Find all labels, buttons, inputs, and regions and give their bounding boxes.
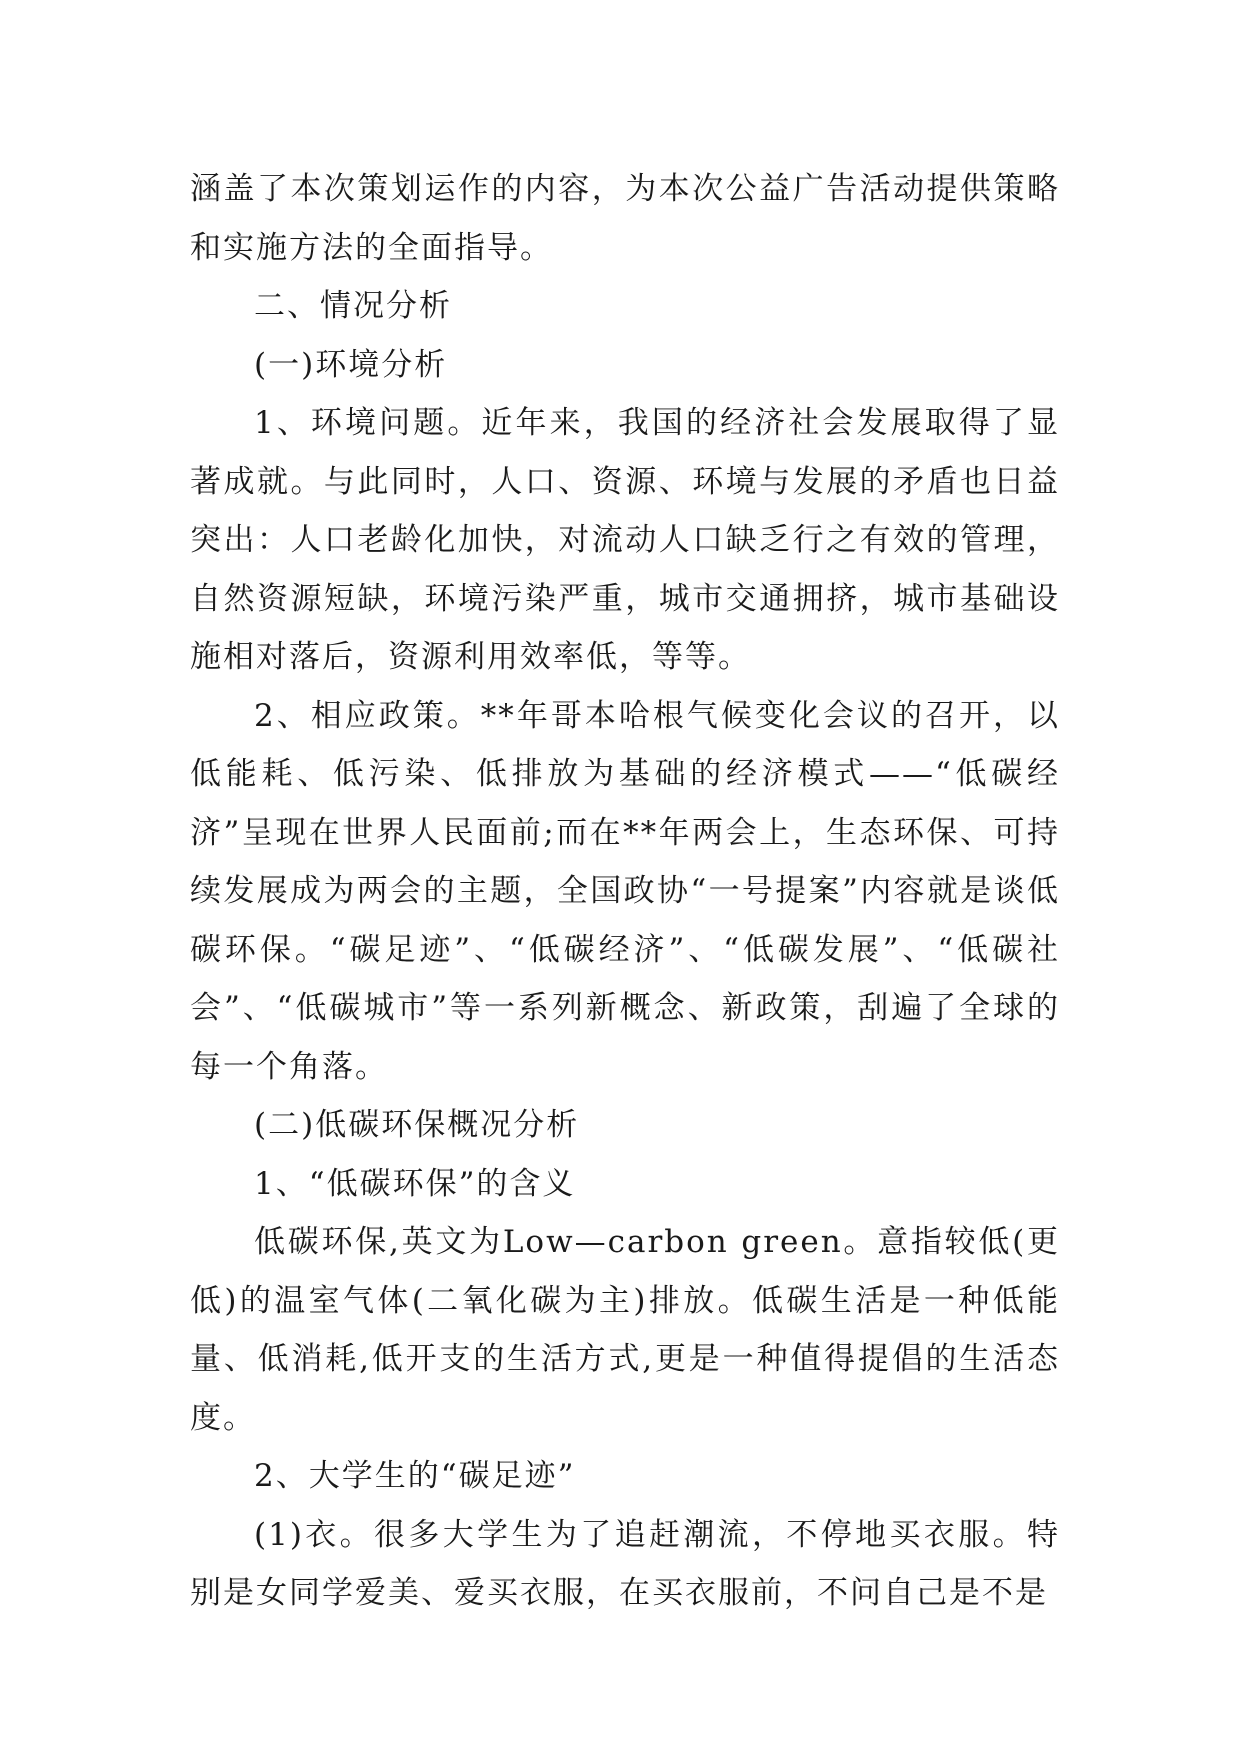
item-heading-student-carbon-footprint: 2、大学生的“碳足迹” <box>254 1458 576 1494</box>
subsection-heading-environment-analysis: (一)环境分析 <box>254 346 448 383</box>
section-heading-situation-analysis: 二、情况分析 <box>254 288 452 324</box>
paragraph-continuation: 涵盖了本次策划运作的内容，为本次公益广告活动提供策略和实施方法的全面指导。 <box>190 171 1060 266</box>
paragraph-related-policies: 2、相应政策。**年哥本哈根气候变化会议的召开，以低能耗、低污染、低排放为基础的经济模式——“低碳经济”呈现在世界人民面前;而在**年两会上，生态环保、可持续发展成为两会的主题，全国政协“一号提案”内容就是谈低碳环保。“碳足迹”、“低碳经济”、“低碳发展”、“低碳社会”、“低碳城市”等一系列新概念、新政策，刮遍了全球的每一个角落。 <box>190 697 1060 1085</box>
paragraph-environment-issues: 1、环境问题。近年来，我国的经济社会发展取得了显著成就。与此同时，人口、资源、环境与发展的矛盾也日益突出：人口老龄化加快，对流动人口缺乏行之有效的管理，自然资源短缺，环境污染严重，城市交通拥挤，城市基础设施相对落后，资源利用效率低，等等。 <box>190 405 1060 675</box>
paragraph-low-carbon-definition: 低碳环保,英文为Low—carbon green。意指较低(更低)的温室气体(二氧化碳为主)排放。低碳生活是一种低能量、低消耗,低开支的生活方式,更是一种值得提倡的生活态度。 <box>190 1224 1060 1436</box>
item-heading-low-carbon-meaning: 1、“低碳环保”的含义 <box>254 1165 576 1202</box>
paragraph-clothing: (1)衣。很多大学生为了追赶潮流，不停地买衣服。特别是女同学爱美、爱买衣服，在买衣服前，不问自己是不是 <box>190 1516 1060 1611</box>
subsection-heading-low-carbon-overview: (二)低碳环保概况分析 <box>254 1107 580 1143</box>
document-body <box>190 160 1060 1623</box>
